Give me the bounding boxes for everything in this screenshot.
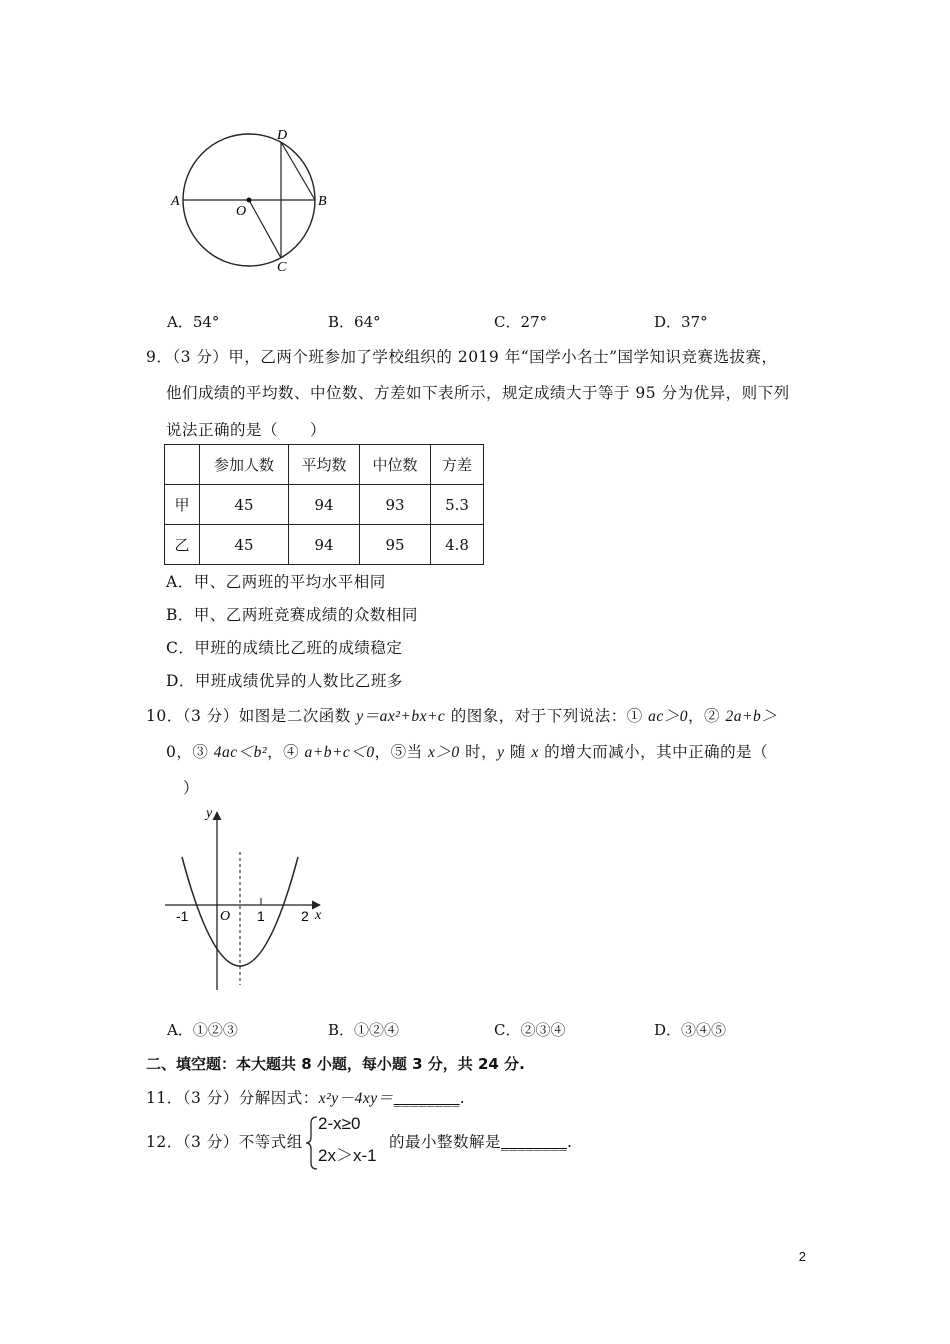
table-header-cell: 方差 — [431, 445, 484, 485]
q9-data-table — [164, 444, 484, 565]
q11-line — [146, 1086, 465, 1108]
q10-text: ，⑤当 — [374, 743, 429, 761]
q10-statement-2: 2a+b＞ — [725, 708, 778, 725]
parabola-graph — [160, 800, 335, 995]
q10-text: 10．（3 分）如图是二次函数 — [146, 707, 357, 725]
label-1: 1 — [257, 908, 265, 924]
q10-line-1 — [146, 704, 777, 726]
q10-option-b: B．①②④ — [328, 1021, 400, 1039]
table-cell: 5.3 — [431, 485, 484, 525]
radius-oc — [249, 200, 281, 258]
table-row — [165, 525, 484, 565]
table-cell: 95 — [360, 525, 431, 565]
table-header-cell — [165, 445, 200, 485]
table-cell: 乙 — [165, 525, 200, 565]
table-header-cell: 平均数 — [289, 445, 360, 485]
q10-option-c: C．②③④ — [494, 1021, 566, 1039]
q12-inequality-1: 2-x≥0 — [318, 1114, 361, 1133]
center-point — [247, 198, 252, 203]
q8-option-b: B．64° — [328, 313, 381, 331]
q10-text: ，② — [688, 707, 726, 725]
table-cell: 45 — [200, 525, 289, 565]
q10-text: 0，③ — [166, 743, 214, 761]
label-2: 2 — [301, 908, 309, 924]
q10-statement-3: 4ac＜b² — [213, 744, 268, 761]
table-cell: 甲 — [165, 485, 200, 525]
table-header-cell: 中位数 — [360, 445, 431, 485]
q12-prefix: 12．（3 分）不等式组 — [146, 1133, 303, 1151]
q10-text: 时， — [459, 743, 498, 761]
chord-db — [281, 142, 315, 200]
q10-statement-4: a+b+c＜0 — [304, 744, 375, 761]
q12-answer-blank[interactable]: ________ — [501, 1133, 568, 1151]
q8-option-a: A．54° — [167, 313, 220, 331]
q11-answer-blank[interactable]: ________ — [393, 1089, 460, 1107]
q9-line-2: 他们成绩的平均数、中位数、方差如下表所示，规定成绩大于等于 95 分为优异，则下列 — [166, 384, 790, 402]
q11-text: 11．（3 分）分解因式： — [146, 1089, 319, 1107]
q10-text: 的增大而减小，其中正确的是（ — [538, 743, 769, 761]
q10-statement-5: x＞0 — [428, 744, 460, 761]
q8-option-d: D．37° — [654, 313, 708, 331]
q9-line-1: 9．（3 分）甲，乙两个班参加了学校组织的 2019 年“国学小名士”国学知识竞赛选拔赛， — [146, 348, 778, 366]
q10-text: ，④ — [267, 743, 305, 761]
table-cell: 94 — [289, 485, 360, 525]
label-o: O — [236, 204, 247, 219]
q12-text: . — [567, 1133, 573, 1151]
q12-text: 的最小整数解是 — [389, 1133, 502, 1151]
label-minus-1: -1 — [176, 908, 189, 924]
page-number: 2 — [798, 1249, 806, 1264]
circle-figure — [160, 120, 340, 280]
label-c: C — [277, 260, 287, 275]
q10-text: 的图象，对于下列说法：① — [445, 707, 649, 725]
q11-expression: x²y－4xy＝ — [318, 1090, 394, 1107]
brace-icon — [305, 1115, 319, 1171]
table-cell: 4.8 — [431, 525, 484, 565]
q9-option-d: D．甲班成绩优异的人数比乙班多 — [166, 672, 403, 690]
table-row — [165, 485, 484, 525]
table-header-row — [165, 445, 484, 485]
section-heading: 二、填空题：本大题共 8 小题，每小题 3 分，共 24 分. — [146, 1055, 525, 1073]
label-d: D — [277, 128, 288, 143]
q10-text: 随 — [504, 743, 532, 761]
label-b: B — [318, 194, 327, 209]
q10-var-x: x — [531, 744, 539, 761]
q9-line-3: 说法正确的是（ ） — [166, 421, 327, 439]
table-header-cell: 参加人数 — [200, 445, 289, 485]
label-y: y — [206, 806, 213, 821]
q10-option-a: A．①②③ — [167, 1021, 238, 1039]
label-x: x — [315, 908, 322, 923]
label-o: O — [220, 909, 231, 924]
table-cell: 45 — [200, 485, 289, 525]
q8-option-c: C．27° — [494, 313, 548, 331]
table-cell: 93 — [360, 485, 431, 525]
q10-statement-1: ac＞0 — [648, 708, 689, 725]
q10-equation: y＝ax²+bx+c — [356, 708, 446, 725]
q9-option-b: B．甲、乙两班竞赛成绩的众数相同 — [166, 606, 418, 624]
q11-text: . — [459, 1089, 466, 1107]
q12-inequality-2: 2x＞x-1 — [318, 1146, 377, 1165]
table-cell: 94 — [289, 525, 360, 565]
q12-suffix-line — [389, 1130, 572, 1152]
q9-option-c: C．甲班的成绩比乙班的成绩稳定 — [166, 639, 403, 657]
q10-line-3: ） — [183, 779, 200, 797]
q10-line-2 — [166, 740, 768, 762]
label-a: A — [171, 194, 180, 209]
q10-option-d: D．③④⑤ — [654, 1021, 727, 1039]
q9-option-a: A．甲、乙两班的平均水平相同 — [166, 573, 386, 591]
q10-var-y: y — [497, 744, 505, 761]
